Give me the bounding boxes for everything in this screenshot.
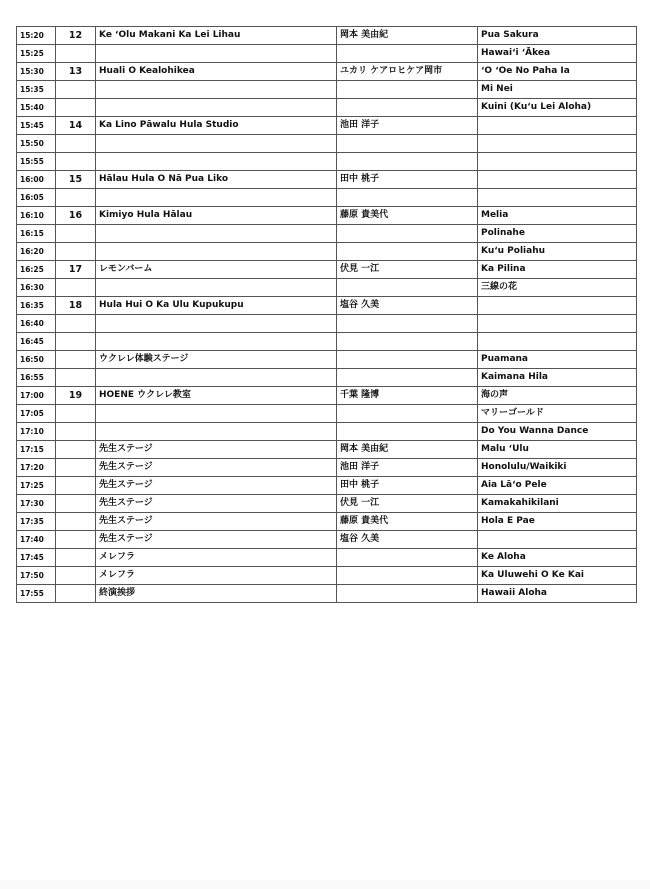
number-cell <box>56 531 96 549</box>
time-cell: 17:55 <box>17 585 56 603</box>
group-cell <box>96 189 337 207</box>
teacher-cell <box>337 153 478 171</box>
time-cell: 16:10 <box>17 207 56 225</box>
time-cell: 15:25 <box>17 45 56 63</box>
song-cell: Puamana <box>478 351 637 369</box>
number-cell: 13 <box>56 63 96 81</box>
song-cell: Kamakahikilani <box>478 495 637 513</box>
time-cell: 16:15 <box>17 225 56 243</box>
time-cell: 16:40 <box>17 315 56 333</box>
song-cell <box>478 297 637 315</box>
time-cell: 17:05 <box>17 405 56 423</box>
song-cell: Do You Wanna Dance <box>478 423 637 441</box>
table-row <box>17 261 637 279</box>
time-cell: 16:35 <box>17 297 56 315</box>
time-cell: 17:15 <box>17 441 56 459</box>
song-cell: Aia Lāʻo Pele <box>478 477 637 495</box>
number-cell <box>56 477 96 495</box>
song-cell: Ke Aloha <box>478 549 637 567</box>
time-cell: 17:30 <box>17 495 56 513</box>
table-row <box>17 369 637 387</box>
song-cell: Hawaiʻi ʻĀkea <box>478 45 637 63</box>
teacher-cell <box>337 567 478 585</box>
table-row <box>17 153 637 171</box>
song-cell <box>478 171 637 189</box>
group-cell: 先生ステージ <box>96 441 337 459</box>
teacher-cell <box>337 405 478 423</box>
number-cell <box>56 81 96 99</box>
table-row <box>17 549 637 567</box>
table-row <box>17 405 637 423</box>
number-cell <box>56 99 96 117</box>
table-row <box>17 27 637 45</box>
song-cell: Kaimana Hila <box>478 369 637 387</box>
group-cell <box>96 333 337 351</box>
teacher-cell <box>337 81 478 99</box>
song-cell: Malu ʻUlu <box>478 441 637 459</box>
teacher-cell <box>337 225 478 243</box>
table-row <box>17 459 637 477</box>
song-cell <box>478 189 637 207</box>
table-row <box>17 297 637 315</box>
number-cell: 18 <box>56 297 96 315</box>
song-cell <box>478 315 637 333</box>
song-cell: マリーゴールド <box>478 405 637 423</box>
teacher-cell <box>337 585 478 603</box>
teacher-cell: 岡本 美由紀 <box>337 441 478 459</box>
number-cell <box>56 585 96 603</box>
group-cell <box>96 369 337 387</box>
table-row <box>17 117 637 135</box>
group-cell: 先生ステージ <box>96 477 337 495</box>
table-row <box>17 207 637 225</box>
teacher-cell: 藤原 貴美代 <box>337 513 478 531</box>
group-cell: Huali O Kealohikea <box>96 63 337 81</box>
group-cell: Hālau Hula O Nā Pua Liko <box>96 171 337 189</box>
time-cell: 16:30 <box>17 279 56 297</box>
number-cell <box>56 135 96 153</box>
group-cell: メレフラ <box>96 567 337 585</box>
time-cell: 16:00 <box>17 171 56 189</box>
teacher-cell <box>337 135 478 153</box>
song-cell: Mi Nei <box>478 81 637 99</box>
schedule-table <box>16 26 637 603</box>
teacher-cell: 池田 洋子 <box>337 459 478 477</box>
group-cell: Hula Hui O Ka Ulu Kupukupu <box>96 297 337 315</box>
teacher-cell: ユカリ ケアロヒケア岡市 <box>337 63 478 81</box>
table-row <box>17 585 637 603</box>
table-row <box>17 45 637 63</box>
song-cell <box>478 135 637 153</box>
song-cell: Honolulu/Waikiki <box>478 459 637 477</box>
song-cell: Ka Uluwehi O Ke Kai <box>478 567 637 585</box>
time-cell: 17:10 <box>17 423 56 441</box>
group-cell <box>96 423 337 441</box>
number-cell: 19 <box>56 387 96 405</box>
teacher-cell <box>337 279 478 297</box>
schedule-page <box>16 26 637 603</box>
group-cell: ウクレレ体験ステージ <box>96 351 337 369</box>
time-cell: 15:30 <box>17 63 56 81</box>
song-cell: Kuʻu Poliahu <box>478 243 637 261</box>
number-cell <box>56 225 96 243</box>
table-row <box>17 63 637 81</box>
teacher-cell <box>337 351 478 369</box>
song-cell: Kuini (Kuʻu Lei Aloha) <box>478 99 637 117</box>
table-row <box>17 513 637 531</box>
table-row <box>17 387 637 405</box>
group-cell: Ka Lino Pāwalu Hula Studio <box>96 117 337 135</box>
time-cell: 16:55 <box>17 369 56 387</box>
number-cell <box>56 369 96 387</box>
number-cell <box>56 459 96 477</box>
time-cell: 15:35 <box>17 81 56 99</box>
teacher-cell: 千葉 隆博 <box>337 387 478 405</box>
teacher-cell: 伏見 一江 <box>337 495 478 513</box>
time-cell: 15:45 <box>17 117 56 135</box>
group-cell <box>96 153 337 171</box>
number-cell: 16 <box>56 207 96 225</box>
song-cell: ʻO ʻOe No Paha Ia <box>478 63 637 81</box>
table-row <box>17 99 637 117</box>
number-cell <box>56 243 96 261</box>
time-cell: 15:55 <box>17 153 56 171</box>
song-cell <box>478 531 637 549</box>
song-cell <box>478 117 637 135</box>
number-cell <box>56 405 96 423</box>
number-cell <box>56 441 96 459</box>
table-row <box>17 225 637 243</box>
time-cell: 16:50 <box>17 351 56 369</box>
group-cell: 先生ステージ <box>96 495 337 513</box>
teacher-cell <box>337 549 478 567</box>
song-cell <box>478 333 637 351</box>
teacher-cell: 田中 桃子 <box>337 171 478 189</box>
teacher-cell: 塩谷 久美 <box>337 531 478 549</box>
group-cell: HOENE ウクレレ教室 <box>96 387 337 405</box>
number-cell <box>56 333 96 351</box>
teacher-cell: 岡本 美由紀 <box>337 27 478 45</box>
group-cell: 先生ステージ <box>96 459 337 477</box>
time-cell: 17:00 <box>17 387 56 405</box>
number-cell <box>56 495 96 513</box>
time-cell: 16:45 <box>17 333 56 351</box>
table-row <box>17 567 637 585</box>
table-row <box>17 279 637 297</box>
group-cell: Kimiyo Hula Hālau <box>96 207 337 225</box>
number-cell <box>56 279 96 297</box>
group-cell <box>96 279 337 297</box>
time-cell: 17:40 <box>17 531 56 549</box>
teacher-cell: 藤原 貴美代 <box>337 207 478 225</box>
number-cell <box>56 513 96 531</box>
number-cell: 12 <box>56 27 96 45</box>
number-cell <box>56 153 96 171</box>
table-row <box>17 189 637 207</box>
time-cell: 16:25 <box>17 261 56 279</box>
table-row <box>17 423 637 441</box>
number-cell: 15 <box>56 171 96 189</box>
teacher-cell <box>337 369 478 387</box>
song-cell: Hola E Pae <box>478 513 637 531</box>
number-cell <box>56 189 96 207</box>
number-cell <box>56 351 96 369</box>
number-cell: 17 <box>56 261 96 279</box>
group-cell: 終演挨拶 <box>96 585 337 603</box>
song-cell: Ka Pilina <box>478 261 637 279</box>
teacher-cell: 塩谷 久美 <box>337 297 478 315</box>
group-cell <box>96 99 337 117</box>
song-cell: Pua Sakura <box>478 27 637 45</box>
number-cell: 14 <box>56 117 96 135</box>
table-row <box>17 135 637 153</box>
song-cell: 海の声 <box>478 387 637 405</box>
table-row <box>17 315 637 333</box>
song-cell <box>478 153 637 171</box>
group-cell <box>96 81 337 99</box>
group-cell <box>96 405 337 423</box>
page-bottom-edge <box>0 880 650 889</box>
teacher-cell <box>337 423 478 441</box>
time-cell: 17:20 <box>17 459 56 477</box>
song-cell: Hawaii Aloha <box>478 585 637 603</box>
group-cell: メレフラ <box>96 549 337 567</box>
time-cell: 16:05 <box>17 189 56 207</box>
song-cell: Polinahe <box>478 225 637 243</box>
group-cell: 先生ステージ <box>96 531 337 549</box>
table-row <box>17 351 637 369</box>
teacher-cell <box>337 189 478 207</box>
time-cell: 17:50 <box>17 567 56 585</box>
group-cell: レモンバーム <box>96 261 337 279</box>
table-row <box>17 171 637 189</box>
time-cell: 16:20 <box>17 243 56 261</box>
song-cell: Melia <box>478 207 637 225</box>
teacher-cell <box>337 315 478 333</box>
teacher-cell: 田中 桃子 <box>337 477 478 495</box>
group-cell <box>96 315 337 333</box>
number-cell <box>56 549 96 567</box>
group-cell: Ke ʻOlu Makani Ka Lei Lihau <box>96 27 337 45</box>
time-cell: 15:40 <box>17 99 56 117</box>
time-cell: 15:20 <box>17 27 56 45</box>
time-cell: 17:35 <box>17 513 56 531</box>
teacher-cell <box>337 99 478 117</box>
table-row <box>17 477 637 495</box>
group-cell <box>96 243 337 261</box>
time-cell: 17:45 <box>17 549 56 567</box>
teacher-cell: 伏見 一江 <box>337 261 478 279</box>
teacher-cell <box>337 333 478 351</box>
table-row <box>17 243 637 261</box>
group-cell <box>96 135 337 153</box>
teacher-cell <box>337 243 478 261</box>
number-cell <box>56 423 96 441</box>
table-row <box>17 495 637 513</box>
table-row <box>17 441 637 459</box>
time-cell: 17:25 <box>17 477 56 495</box>
group-cell <box>96 225 337 243</box>
teacher-cell <box>337 45 478 63</box>
teacher-cell: 池田 洋子 <box>337 117 478 135</box>
table-row <box>17 333 637 351</box>
schedule-table-body <box>17 27 637 603</box>
table-row <box>17 81 637 99</box>
time-cell: 15:50 <box>17 135 56 153</box>
group-cell <box>96 45 337 63</box>
number-cell <box>56 45 96 63</box>
number-cell <box>56 567 96 585</box>
song-cell: 三線の花 <box>478 279 637 297</box>
table-row <box>17 531 637 549</box>
group-cell: 先生ステージ <box>96 513 337 531</box>
number-cell <box>56 315 96 333</box>
